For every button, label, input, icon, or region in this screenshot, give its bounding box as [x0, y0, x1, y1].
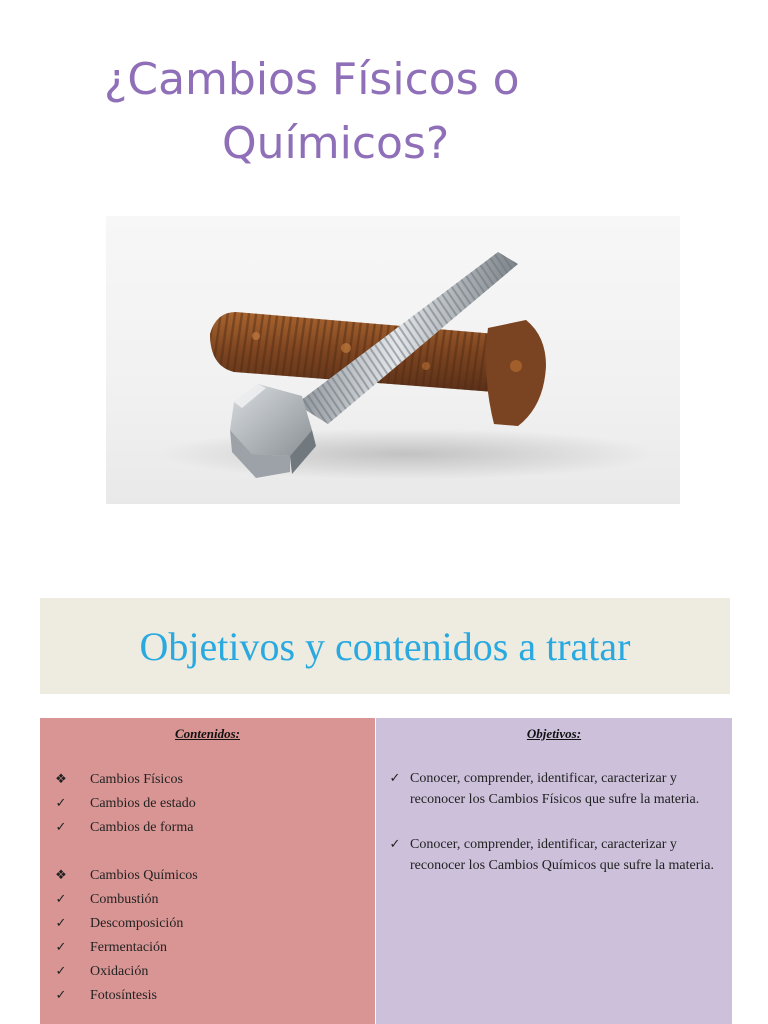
checkmark-icon: ✓ — [55, 940, 67, 955]
checkmark-icon: ✓ — [55, 796, 67, 811]
contenidos-column — [40, 718, 376, 1024]
list-item-text: Cambios de forma — [90, 820, 194, 835]
list-item-text: Fermentación — [90, 940, 167, 955]
list-item — [376, 834, 732, 876]
list-item-text: Conocer, comprender, identificar, caracterizar y reconocer los Cambios Físicos que sufre la materia. — [410, 771, 700, 807]
objetivos-column — [376, 718, 732, 1024]
page-title — [0, 48, 768, 176]
title-line-2: Químicos? — [222, 118, 450, 169]
list-item-text: Cambios Químicos — [90, 868, 198, 883]
list-item — [40, 960, 375, 984]
checkmark-icon: ✓ — [389, 837, 401, 852]
list-item-text: Combustión — [90, 892, 159, 907]
contenidos-list — [40, 768, 375, 1008]
checkmark-icon: ✓ — [55, 916, 67, 931]
list-item-text: Cambios Físicos — [90, 772, 183, 787]
objectives-banner — [40, 598, 730, 694]
objetivos-header: Objetivos: — [526, 726, 582, 741]
list-item — [40, 912, 375, 936]
list-item — [40, 936, 375, 960]
diamond-bullet-icon: ❖ — [55, 868, 67, 883]
list-item — [40, 768, 375, 792]
checkmark-icon: ✓ — [55, 964, 67, 979]
contenidos-header: Contenidos: — [174, 726, 240, 741]
checkmark-icon: ✓ — [55, 820, 67, 835]
list-item-text: Descomposición — [90, 916, 184, 931]
list-item — [376, 768, 732, 810]
checkmark-icon: ✓ — [55, 892, 67, 907]
bolts-illustration — [106, 216, 680, 504]
title-line-1: ¿Cambios Físicos o — [104, 54, 520, 105]
list-item — [40, 816, 375, 840]
list-item-text: Oxidación — [90, 964, 149, 979]
content-table — [40, 718, 732, 1024]
banner-title: Objetivos y contenidos a tratar — [139, 623, 631, 669]
checkmark-icon: ✓ — [55, 988, 67, 1003]
diamond-bullet-icon: ❖ — [55, 772, 67, 787]
list-item-text: Cambios de estado — [90, 796, 196, 811]
checkmark-icon: ✓ — [389, 771, 401, 786]
list-item — [40, 984, 375, 1008]
list-item — [40, 888, 375, 912]
list-item — [40, 864, 375, 888]
list-item — [40, 792, 375, 816]
list-item-text: Conocer, comprender, identificar, caracterizar y reconocer los Cambios Químicos que sufre la materia. — [410, 837, 715, 873]
bolts-photo — [106, 216, 680, 504]
objetivos-list — [376, 768, 732, 876]
list-item-text: Fotosíntesis — [90, 988, 157, 1003]
